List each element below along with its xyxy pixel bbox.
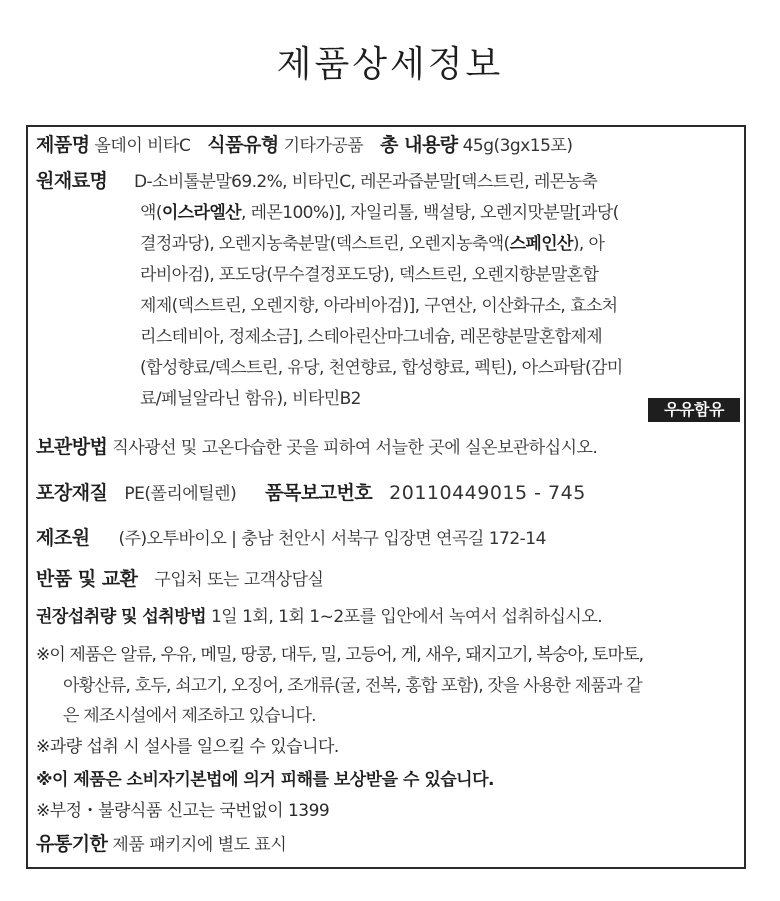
ingredients-text: ), 아 <box>572 234 605 254</box>
row-packaging <box>36 482 586 505</box>
ingredients-text: 결정과당), 오렌지농축분말(덱스트린, 오렌지농축액( <box>140 234 510 254</box>
ingredients-text: 리스테비아, 정제소금], 스테아린산마그네슘, 레몬향분말혼합제제 <box>140 327 603 347</box>
manufacturer-value: (주)오투바이오 | 충남 천안시 서북구 입장면 연곡길 172-14 <box>118 529 546 549</box>
row-expiry <box>36 833 286 856</box>
overdose-note-text: ※과량 섭취 시 설사를 일으킬 수 있습니다. <box>36 737 339 757</box>
total-content-label: 총 내용량 <box>380 134 458 156</box>
row-basic-info <box>36 134 572 157</box>
ingredients-text: 액( <box>140 203 162 223</box>
manufacturer-label: 제조원 <box>36 527 90 549</box>
returns-value: 구입처 또는 고객상담실 <box>154 570 324 590</box>
ingredients-text: D-소비톨분말69.2%, 비타민C, 레몬과즙분말[덱스트린, 레몬농축 <box>134 172 598 192</box>
product-info-box <box>26 125 746 869</box>
allergen-badge: 우유함유 <box>648 398 740 422</box>
packaging-label: 포장재질 <box>36 482 108 504</box>
ingredients-line <box>140 295 618 317</box>
storage-value: 직사광선 및 고온다습한 곳을 피하여 서늘한 곳에 실온보관하십시오. <box>112 438 598 458</box>
ingredients-line <box>140 264 598 286</box>
ingredients-line <box>140 326 602 348</box>
intake-label: 권장섭취량 및 섭취방법 <box>36 607 207 627</box>
ingredients-line <box>140 202 619 224</box>
page-title: 제품상세정보 <box>276 44 504 85</box>
intake-value: 1일 1회, 1회 1~2포를 입안에서 녹여서 섭취하십시오. <box>210 607 603 627</box>
ingredients-text: (합성향료/덱스트린, 유당, 천연향료, 합성향료, 펙틴), 아스파탐(감미 <box>140 358 623 378</box>
allergy-note-line: ※이 제품은 알류, 우유, 메밀, 땅콩, 대두, 밀, 고등어, 게, 새우, 돼지고기, 복숭아, 토마토, <box>36 645 644 665</box>
report-number-value: 20110449015 - 745 <box>389 482 586 504</box>
row-intake <box>36 606 602 628</box>
consumer-note-text: ※이 제품은 소비자기본법에 의거 피해를 보상받을 수 있습니다. <box>36 770 494 790</box>
packaging-value: PE(폴리에틸렌) <box>124 484 237 504</box>
report-note <box>36 800 329 822</box>
ingredients-label <box>36 170 107 193</box>
origin-israel: 이스라엘산 <box>161 203 241 223</box>
expiry-value: 제품 패키지에 별도 표시 <box>112 835 287 855</box>
row-returns <box>36 568 323 591</box>
report-note-text: ※부정・불량식품 신고는 국번없이 1399 <box>36 801 330 821</box>
allergy-note <box>63 675 642 697</box>
row-storage <box>36 436 597 459</box>
report-number-label: 품목보고번호 <box>265 482 373 504</box>
origin-spain: 스페인산 <box>509 234 573 254</box>
ingredients-text: 제제(덱스트린, 오렌지향, 아라비아검)], 구연산, 이산화규소, 효소처 <box>140 296 618 316</box>
consumer-note <box>36 769 494 791</box>
product-name-value: 올데이 비타C <box>94 136 191 156</box>
ingredients-line <box>140 388 361 410</box>
allergy-note <box>36 644 643 666</box>
ingredients-line <box>134 171 597 193</box>
total-content-value: 45g(3gx15포) <box>462 136 573 156</box>
ingredients-text: 료/페닐알라닌 함유), 비타민B2 <box>140 389 361 409</box>
ingredients-label-text: 원재료명 <box>36 170 108 192</box>
ingredients-line <box>140 233 604 255</box>
allergy-note-line: 은 제조시설에서 제조하고 있습니다. <box>63 706 316 726</box>
overdose-note <box>36 736 339 758</box>
expiry-label: 유통기한 <box>36 833 108 855</box>
ingredients-text: 라비아검), 포도당(무수결정포도당), 덱스트린, 오렌지향분말혼합 <box>140 265 599 285</box>
returns-label: 반품 및 교환 <box>36 568 138 590</box>
allergy-note-line: 아황산류, 호두, 쇠고기, 오징어, 조개류(굴, 전복, 홍합 포함), 잣을 사용한 제품과 같 <box>63 676 642 696</box>
ingredients-text: , 레몬100%)], 자일리톨, 백설탕, 오렌지맛분말[과당( <box>240 203 619 223</box>
allergy-note <box>63 705 316 727</box>
ingredients-line <box>140 357 623 379</box>
food-type-value: 기타가공품 <box>283 136 364 156</box>
food-type-label: 식품유형 <box>207 134 279 156</box>
product-name-label: 제품명 <box>36 134 90 156</box>
row-manufacturer <box>36 527 546 550</box>
storage-label: 보관방법 <box>36 436 108 458</box>
